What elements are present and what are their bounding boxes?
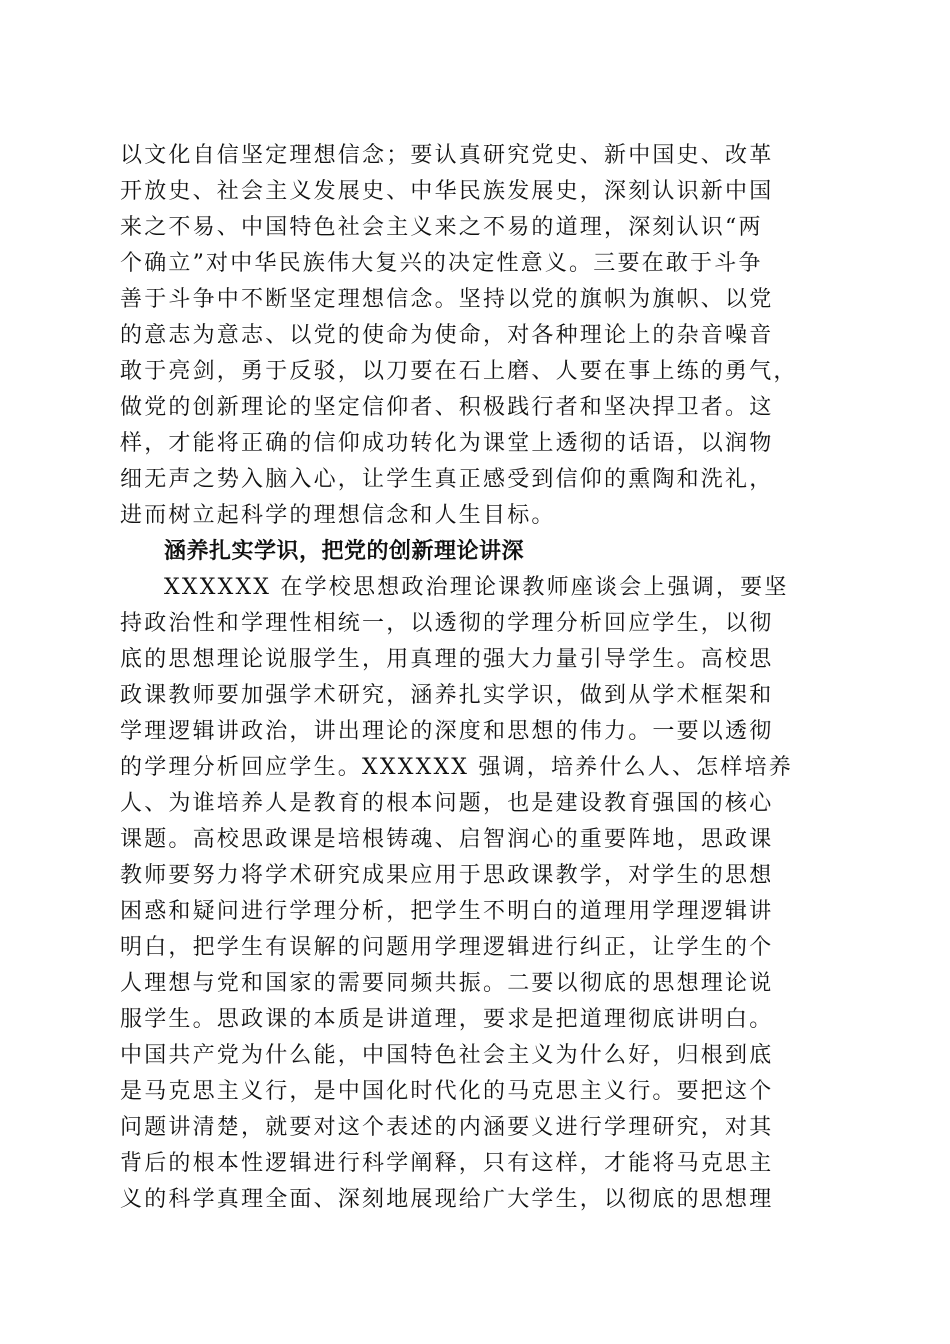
body-line: 的学理分析回应学生。XXXXXX 强调，培养什么人、怎样培养 — [120, 755, 793, 780]
section-heading: 涵养扎实学识，把党的创新理论讲深 — [164, 539, 525, 564]
body-line: 持政治性和学理性相统一，以透彻的学理分析回应学生，以彻 — [120, 611, 774, 636]
body-line: 善于斗争中不断坚定理想信念。坚持以党的旗帜为旗帜、以党 — [120, 287, 774, 312]
body-line: 中国共产党为什么能，中国特色社会主义为什么好，归根到底 — [120, 1043, 774, 1068]
body-line: 人、为谁培养人是教育的根本问题，也是建设教育强国的核心 — [120, 791, 774, 816]
body-line: 明白，把学生有误解的问题用学理逻辑进行纠正，让学生的个 — [120, 935, 774, 960]
body-line: 细无声之势入脑入心，让学生真正感受到信仰的熏陶和洗礼， — [120, 467, 774, 492]
body-line: 学理逻辑讲政治，讲出理论的深度和思想的伟力。一要以透彻 — [120, 719, 774, 744]
body-line: 的意志为意志、以党的使命为使命，对各种理论上的杂音噪音 — [120, 323, 774, 348]
body-line: 困惑和疑问进行学理分析，把学生不明白的道理用学理逻辑讲 — [120, 899, 774, 924]
body-line: 做党的创新理论的坚定信仰者、积极践行者和坚决捍卫者。这 — [120, 395, 774, 420]
body-line: 敢于亮剑，勇于反驳，以刀要在石上磨、人要在事上练的勇气， — [120, 359, 798, 384]
body-line: 人理想与党和国家的需要同频共振。二要以彻底的思想理论说 — [120, 971, 774, 996]
body-line: XXXXXX 在学校思想政治理论课教师座谈会上强调，要坚 — [164, 575, 789, 600]
body-line: 政课教师要加强学术研究，涵养扎实学识，做到从学术框架和 — [120, 683, 774, 708]
body-line: 进而树立起科学的理想信念和人生目标。 — [120, 503, 556, 528]
body-line: 义的科学真理全面、深刻地展现给广大学生，以彻底的思想理 — [120, 1187, 774, 1212]
body-line: 教师要努力将学术研究成果应用于思政课教学，对学生的思想 — [120, 863, 774, 888]
body-line: 问题讲清楚，就要对这个表述的内涵要义进行学理研究，对其 — [120, 1115, 774, 1140]
body-line: 开放史、社会主义发展史、中华民族发展史，深刻认识新中国 — [120, 179, 774, 204]
body-line: 是马克思主义行，是中国化时代化的马克思主义行。要把这个 — [120, 1079, 774, 1104]
body-line: 以文化自信坚定理想信念；要认真研究党史、新中国史、改革 — [120, 143, 774, 168]
body-line: 背后的根本性逻辑进行科学阐释，只有这样，才能将马克思主 — [120, 1151, 774, 1176]
body-line: 服学生。思政课的本质是讲道理，要求是把道理彻底讲明白。 — [120, 1007, 774, 1032]
body-line: 来之不易、中国特色社会主义来之不易的道理，深刻认识“两 — [120, 215, 763, 240]
body-line: 样，才能将正确的信仰成功转化为课堂上透彻的话语，以润物 — [120, 431, 774, 456]
body-line: 底的思想理论说服学生，用真理的强大力量引导学生。高校思 — [120, 647, 774, 672]
body-line: 课题。高校思政课是培根铸魂、启智润心的重要阵地，思政课 — [120, 827, 774, 852]
body-line: 个确立”对中华民族伟大复兴的决定性意义。三要在敢于斗争 — [120, 251, 763, 276]
